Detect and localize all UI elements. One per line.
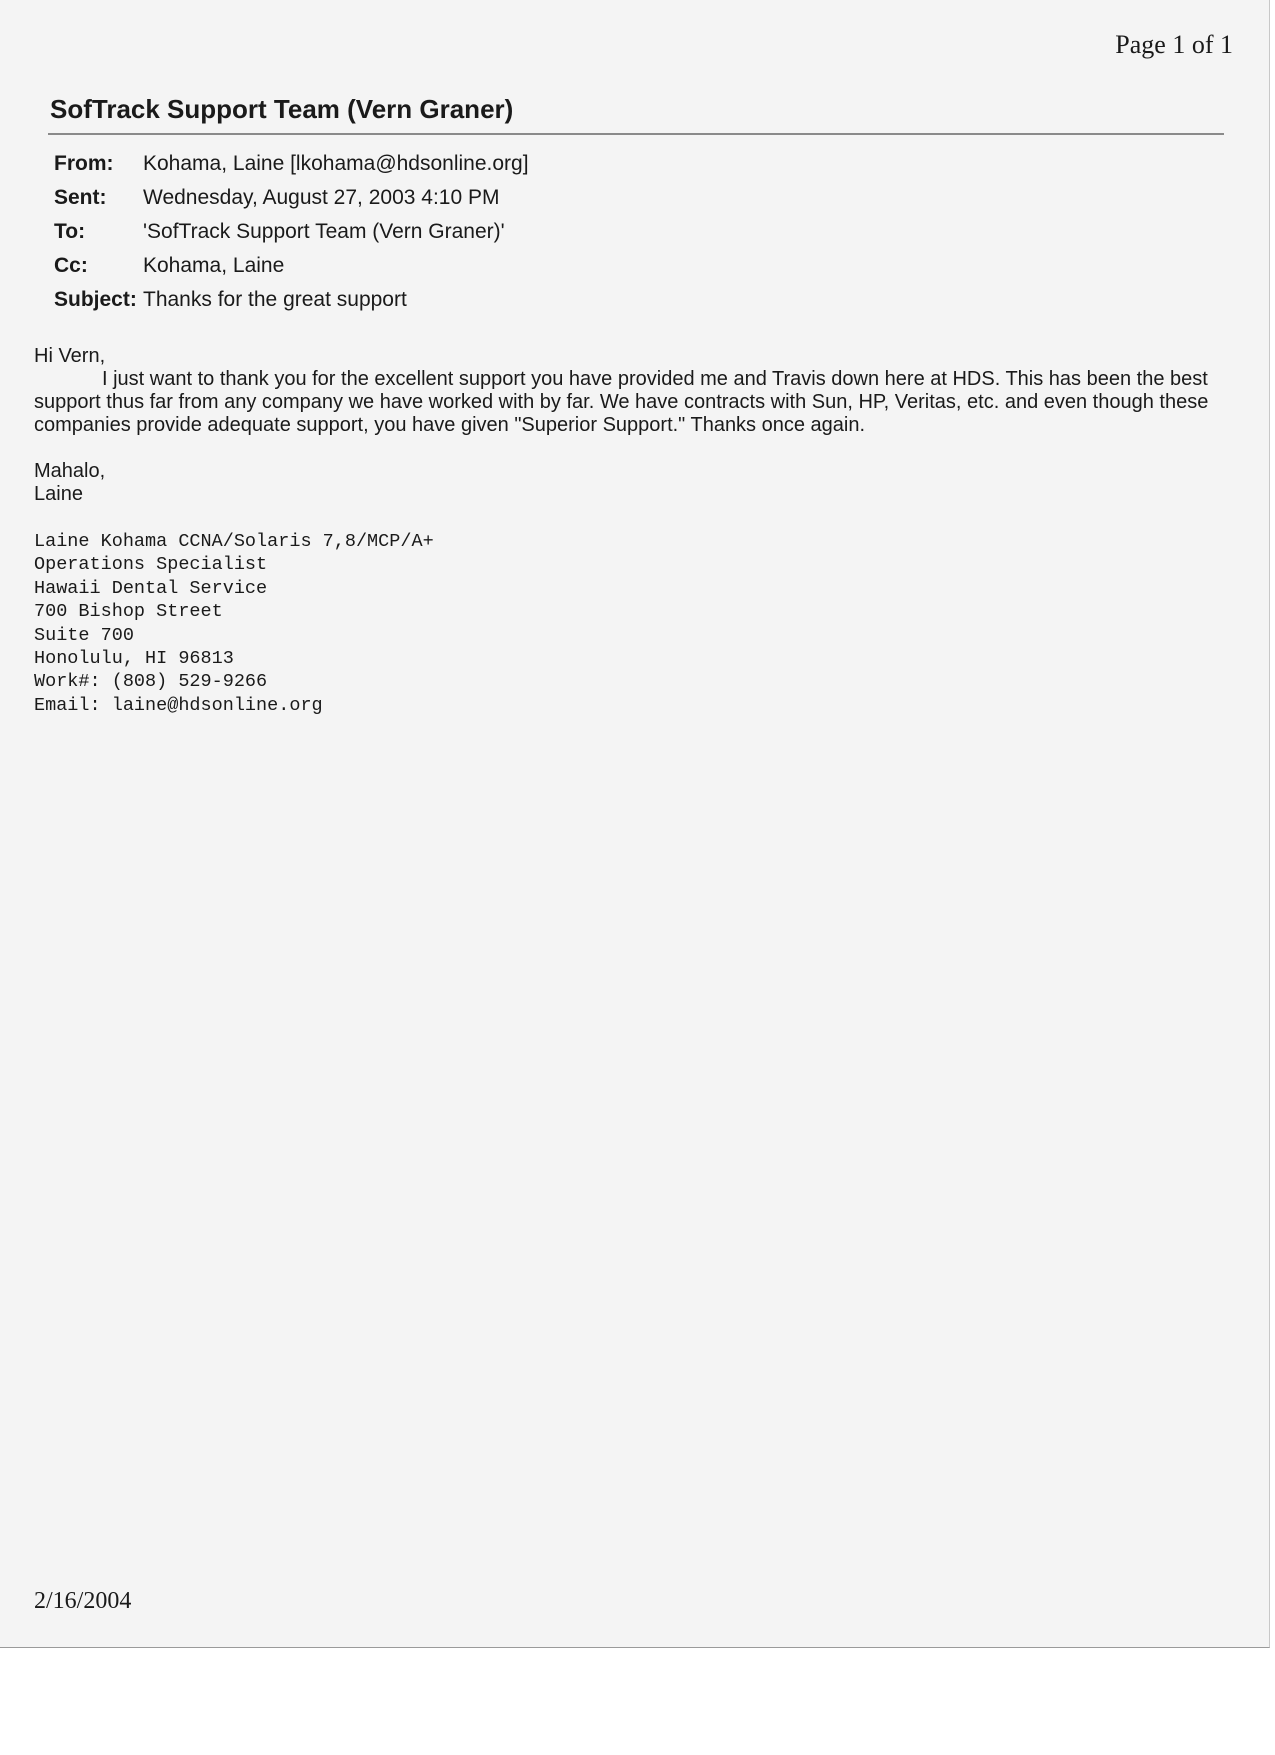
page-number: Page 1 of 1 — [1115, 30, 1233, 59]
cc-value: Kohama, Laine — [143, 254, 285, 277]
email-title: SofTrack Support Team (Vern Graner) — [50, 94, 514, 124]
signature-line: Operations Specialist — [34, 554, 268, 576]
signature-block — [34, 530, 434, 717]
signature-line: Honolulu, HI 96813 — [34, 648, 234, 670]
signature-line: 700 Bishop Street — [34, 601, 223, 623]
header-row-cc — [54, 254, 529, 288]
print-date: 2/16/2004 — [34, 1588, 132, 1614]
subject-label: Subject: — [54, 288, 137, 311]
sent-label: Sent: — [54, 186, 107, 209]
cc-label: Cc: — [54, 254, 88, 277]
subject-value: Thanks for the great support — [143, 288, 407, 311]
sent-value: Wednesday, August 27, 2003 4:10 PM — [143, 186, 500, 209]
greeting: Hi Vern, — [34, 345, 106, 367]
to-value: 'SofTrack Support Team (Vern Graner)' — [143, 220, 505, 243]
from-value: Kohama, Laine [lkohama@hdsonline.org] — [143, 152, 529, 175]
from-label: From: — [54, 152, 114, 175]
to-label: To: — [54, 220, 86, 243]
signature-line: Laine Kohama CCNA/Solaris 7,8/MCP/A+ — [34, 531, 434, 552]
header-row-to — [54, 220, 529, 254]
body-paragraph: I just want to thank you for the excellent support you have provided me and Travis down here at HDS. This has been the best support thus far from any company we have worked with by far. We have contracts with Sun, HP, Veritas, etc. and even though these companies provide adequate support, you have given "Superior Support." Thanks once again. — [34, 368, 1209, 436]
email-body — [34, 345, 1234, 506]
closing: Mahalo, — [34, 460, 106, 482]
signature-line: Email: laine@hdsonline.org — [34, 694, 323, 716]
signature-line: Hawaii Dental Service — [34, 577, 268, 599]
header-row-subject — [54, 288, 529, 322]
signature-line: Work#: (808) 529-9266 — [34, 671, 268, 693]
email-headers — [54, 152, 529, 322]
title-divider — [48, 133, 1224, 135]
header-row-sent — [54, 186, 529, 220]
signature-line: Suite 700 — [34, 624, 134, 646]
sender-name: Laine — [34, 483, 83, 505]
header-row-from — [54, 152, 529, 186]
